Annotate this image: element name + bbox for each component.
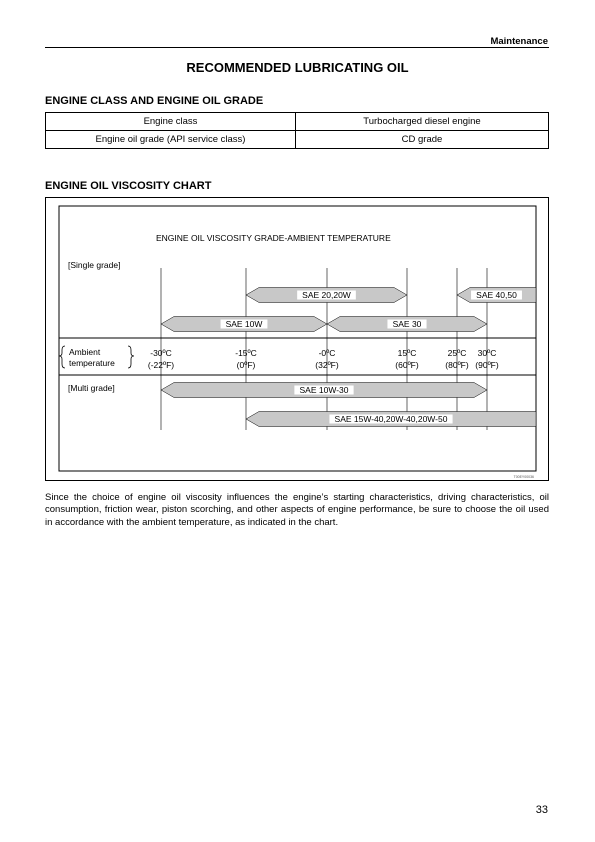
temperature-celsius-label: -30ºC: [150, 348, 172, 358]
table-cell-oil-grade-label: Engine oil grade (API service class): [46, 131, 296, 149]
single-grade-label: SAE 40,50: [476, 290, 517, 300]
ambient-left-brace: [59, 346, 65, 368]
table-row: [46, 113, 549, 131]
temperature-celsius-label: 15ºC: [397, 348, 417, 358]
figure-code: T00EY00036: [513, 475, 534, 479]
chart-title: ENGINE OIL VISCOSITY GRADE-AMBIENT TEMPERATURE: [156, 233, 391, 243]
viscosity-chart-frame: [45, 197, 549, 481]
table-cell-engine-class-value: Turbocharged diesel engine: [296, 113, 549, 131]
page-title: RECOMMENDED LUBRICATING OIL: [186, 60, 409, 75]
temperature-fahrenheit-label: (32ºF): [315, 360, 339, 370]
table-row: [46, 131, 549, 149]
table-cell-engine-class-label: Engine class: [46, 113, 296, 131]
table-cell-oil-grade-value: CD grade: [296, 131, 549, 149]
temperature-celsius-label: 30ºC: [477, 348, 497, 358]
single-grade-label: SAE 20,20W: [302, 290, 351, 300]
temperature-fahrenheit-label: (60ºF): [395, 360, 419, 370]
multi-grade-label: [Multi grade]: [68, 383, 115, 393]
page-number: 33: [535, 804, 548, 816]
single-grade-label: [Single grade]: [68, 260, 121, 270]
section-header: Maintenance: [490, 36, 548, 47]
engine-class-table: [45, 112, 549, 149]
engine-class-heading: ENGINE CLASS AND ENGINE OIL GRADE: [45, 95, 264, 107]
temperature-celsius-label: -15ºC: [235, 348, 257, 358]
header-rule: [45, 47, 549, 48]
temperature-fahrenheit-label: (80ºF): [445, 360, 469, 370]
single-grade-label: SAE 10W: [225, 319, 263, 329]
multi-grade-label: SAE 15W-40,20W-40,20W-50: [334, 414, 448, 424]
temperature-fahrenheit-label: (-22ºF): [147, 360, 175, 370]
multi-grade-label: SAE 10W-30: [299, 385, 349, 395]
ambient-right-brace: [128, 346, 134, 368]
temperature-celsius-label: -0ºC: [318, 348, 336, 358]
body-paragraph: Since the choice of engine oil viscosity influences the engine’s starting characteristics, driving characteristics, oil consumption, friction wear, piston scorching, and other aspects of engine performance, be sure to choose the oil used in accordance with the ambient temperature, as indicated in the chart.: [45, 492, 549, 528]
temperature-fahrenheit-label: (90ºF): [475, 360, 499, 370]
viscosity-chart-heading: ENGINE OIL VISCOSITY CHART: [45, 180, 212, 192]
ambient-label-line1: Ambient: [69, 347, 101, 357]
viscosity-chart: [46, 198, 550, 482]
ambient-label-line2: temperature: [69, 358, 115, 368]
temperature-fahrenheit-label: (0ºF): [236, 360, 256, 370]
temperature-celsius-label: 25ºC: [447, 348, 467, 358]
single-grade-label: SAE 30: [392, 319, 422, 329]
